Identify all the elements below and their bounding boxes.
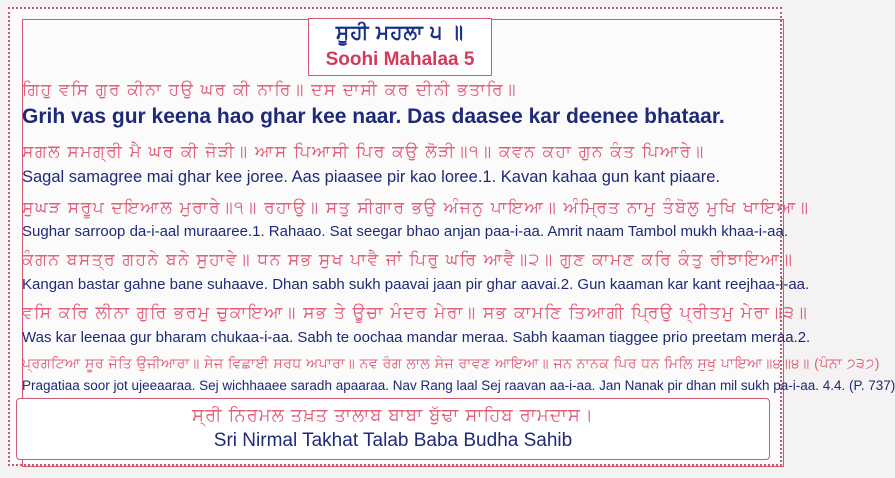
title-gurmukhi: ਸੂਹੀ ਮਹਲਾ ੫ ॥: [335, 22, 465, 44]
verse-2-roman: Sagal samagree mai ghar kee joree. Aas piaasee pir kao loree.1. Kavan kahaa gun kant piaare.: [22, 168, 721, 186]
verse-6-gurmukhi: ਪ੍ਰਗਟਿਆ ਸੂਰ ਜੋਤਿ ਉਜੀਆਰਾ॥ ਸੇਜ ਵਿਛਾਈ ਸਰਧ ਅਪਾਰਾ॥ ਨਵ ਰੰਗ ਲਾਲ ਸੇਜ ਰਾਵਣ ਆਇਆ॥ ਜਨ ਨਾਨਕ ਪਿਰ ਧਨ ਮਿਲਿ ਸੁਖੁ ਪਾਇਆ॥੪॥੪॥ (ਪੰਨਾ ੭੩੭): [22, 355, 880, 371]
footer-box: [16, 398, 770, 460]
verse-5-gurmukhi: ਵਸਿ ਕਰਿ ਲੀਨਾ ਗੁਰਿ ਭਰਮੁ ਚੁਕਾਇਆ॥ ਸਭ ਤੇ ਊਚਾ ਮੰਦਰ ਮੇਰਾ॥ ਸਭ ਕਾਮਣਿ ਤਿਆਗੀ ਪ੍ਰਿਉ ਪ੍ਰੀਤਮੁ ਮੇਰਾ॥੩॥: [22, 303, 809, 322]
footer-gurmukhi: ਸ੍ਰੀ ਨਿਰਮਲ ਤਖ਼ਤ ਤਾਲਾਬ ਬਾਬਾ ਬੁੱਢਾ ਸਾਹਿਬ ਰਾਮਦਾਸ।: [192, 405, 594, 425]
verse-6-roman: Pragatiaa soor jot ujeeaaraa. Sej wichhaaee saradh apaaraa. Nav Rang laal Sej raavan aa-i-aa. Jan Nanak pir dhan mil sukh pa-i-aa. 4.4. (P. 737): [22, 378, 895, 393]
verse-4-gurmukhi: ਕੰਗਨ ਬਸਤ੍ਰ ਗਹਨੇ ਬਨੇ ਸੁਹਾਵੇ॥ ਧਨ ਸਭ ਸੁਖ ਪਾਵੈ ਜਾਂ ਪਿਰੁ ਘਰਿ ਆਵੈ॥੨॥ ਗੁਣ ਕਾਮਣ ਕਰਿ ਕੰਤੁ ਰੀਝਾਇਆ॥: [22, 250, 794, 269]
verse-3-roman: Sughar sarroop da-i-aal muraaree.1. Rahaao. Sat seegar bhao anjan paa-i-aa. Amrit naam Tambol mukh khaa-i-aa.: [22, 223, 788, 240]
verse-1-gurmukhi: ਗਿਹੁ ਵਸਿ ਗੁਰ ਕੀਨਾ ਹਉ ਘਰ ਕੀ ਨਾਰਿ॥ ਦਸ ਦਾਸੀ ਕਰ ਦੀਨੀ ਭਤਾਰਿ॥: [22, 80, 518, 99]
verse-5-roman: Was kar leenaa gur bharam chukaa-i-aa. Sabh te oochaa mandar meraa. Sabh kaaman tiaggee prio preetam meraa.2.: [22, 329, 811, 346]
verse-3-gurmukhi: ਸੁਘੜ ਸਰੂਪ ਦਇਆਲ ਮੁਰਾਰੇ॥੧॥ ਰਹਾਉ॥ ਸਤੁ ਸੀਗਾਰ ਭਉ ਅੰਜਨੁ ਪਾਇਆ॥ ਅੰਮ੍ਰਿਤ ਨਾਮੁ ਤੰਬੋਲੁ ਮੁਖਿ ਖਾਇਆ॥: [22, 198, 810, 217]
verse-1-roman: Grih vas gur keena hao ghar kee naar. Das daasee kar deenee bhataar.: [22, 105, 725, 128]
title-box: [308, 18, 492, 76]
footer-roman: Sri Nirmal Takhat Talab Baba Budha Sahib: [213, 430, 573, 451]
title-roman: Soohi Mahalaa 5: [325, 49, 475, 70]
verse-4-roman: Kangan bastar gahne bane suhaave. Dhan sabh sukh paavai jaan pir ghar aavai.2. Gun kaaman kar kant reejhaa-i-aa.: [22, 276, 810, 293]
verse-2-gurmukhi: ਸਗਲ ਸਮਗ੍ਰੀ ਮੈ ਘਰ ਕੀ ਜੋੜੀ॥ ਆਸ ਪਿਆਸੀ ਪਿਰ ਕਉ ਲੋੜੀ॥੧॥ ਕਵਨ ਕਹਾ ਗੁਨ ਕੰਤ ਪਿਆਰੇ॥: [22, 142, 705, 161]
